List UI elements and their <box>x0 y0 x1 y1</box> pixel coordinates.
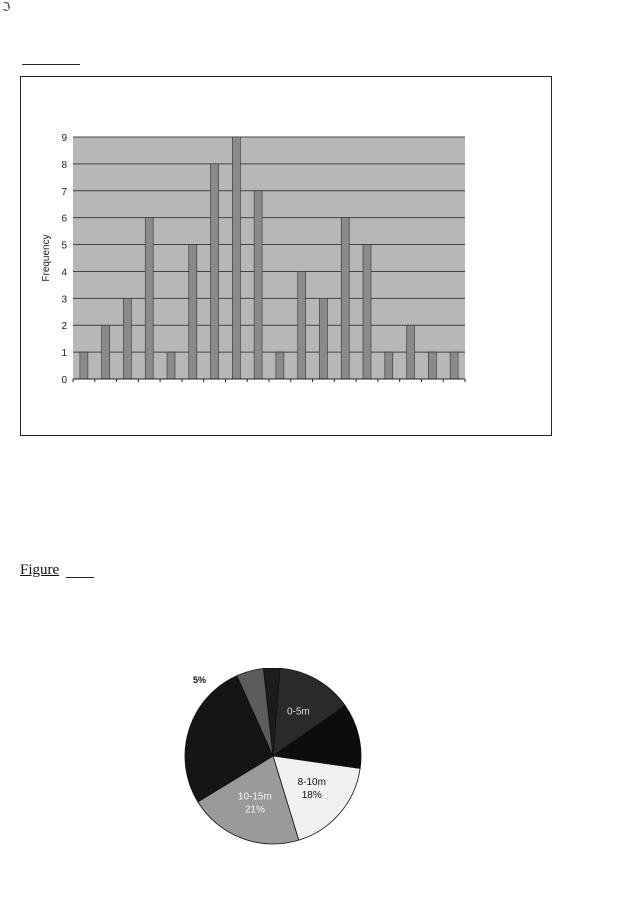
y-tick-label: 3 <box>61 294 67 306</box>
bar <box>102 325 110 379</box>
y-axis-label: Frequency <box>41 234 52 282</box>
figure-label-underline <box>66 577 94 578</box>
y-tick-label: 0 <box>61 375 67 386</box>
pie-percent-label: 21% <box>244 804 265 816</box>
pie-slices <box>185 668 361 844</box>
bar <box>145 218 153 379</box>
figure-label: Figure <box>20 562 60 578</box>
bar <box>80 352 88 379</box>
pie-percent-label-outside: 5% <box>193 675 207 685</box>
y-tick-label: 9 <box>61 133 67 144</box>
pie-chart <box>180 668 380 858</box>
bar <box>319 298 327 379</box>
pie-slice-label: 0-5m <box>286 706 310 718</box>
bar <box>341 218 349 379</box>
bar <box>123 298 131 379</box>
y-tick-label: 4 <box>61 267 67 279</box>
bar <box>189 245 197 379</box>
y-tick-label: 6 <box>61 213 67 225</box>
bar <box>276 352 284 379</box>
y-tick-label: 7 <box>61 186 67 198</box>
y-tick-label: 2 <box>61 321 67 333</box>
bar-chart-frame <box>20 76 552 436</box>
bar <box>363 245 371 379</box>
pie-slice-label: 10-15m <box>237 791 272 803</box>
y-tick-label: 1 <box>61 348 67 360</box>
bar <box>428 352 436 379</box>
bar <box>232 137 240 379</box>
bar-chart <box>21 77 551 435</box>
pie-slice-label: 8-10m <box>297 777 326 789</box>
bar <box>211 164 219 379</box>
bar <box>385 352 393 379</box>
y-tick-label: 8 <box>61 159 67 171</box>
bar <box>298 271 306 379</box>
pie-percent-label: 18% <box>301 790 322 802</box>
bar <box>407 325 415 379</box>
top-rule <box>22 64 80 65</box>
bar <box>254 191 262 379</box>
scan-artifact: ℑ <box>2 0 11 14</box>
plot-area <box>73 137 465 379</box>
y-tick-label: 5 <box>61 240 67 252</box>
y-tick-labels <box>61 133 67 386</box>
bar <box>167 352 175 379</box>
bar <box>450 352 458 379</box>
